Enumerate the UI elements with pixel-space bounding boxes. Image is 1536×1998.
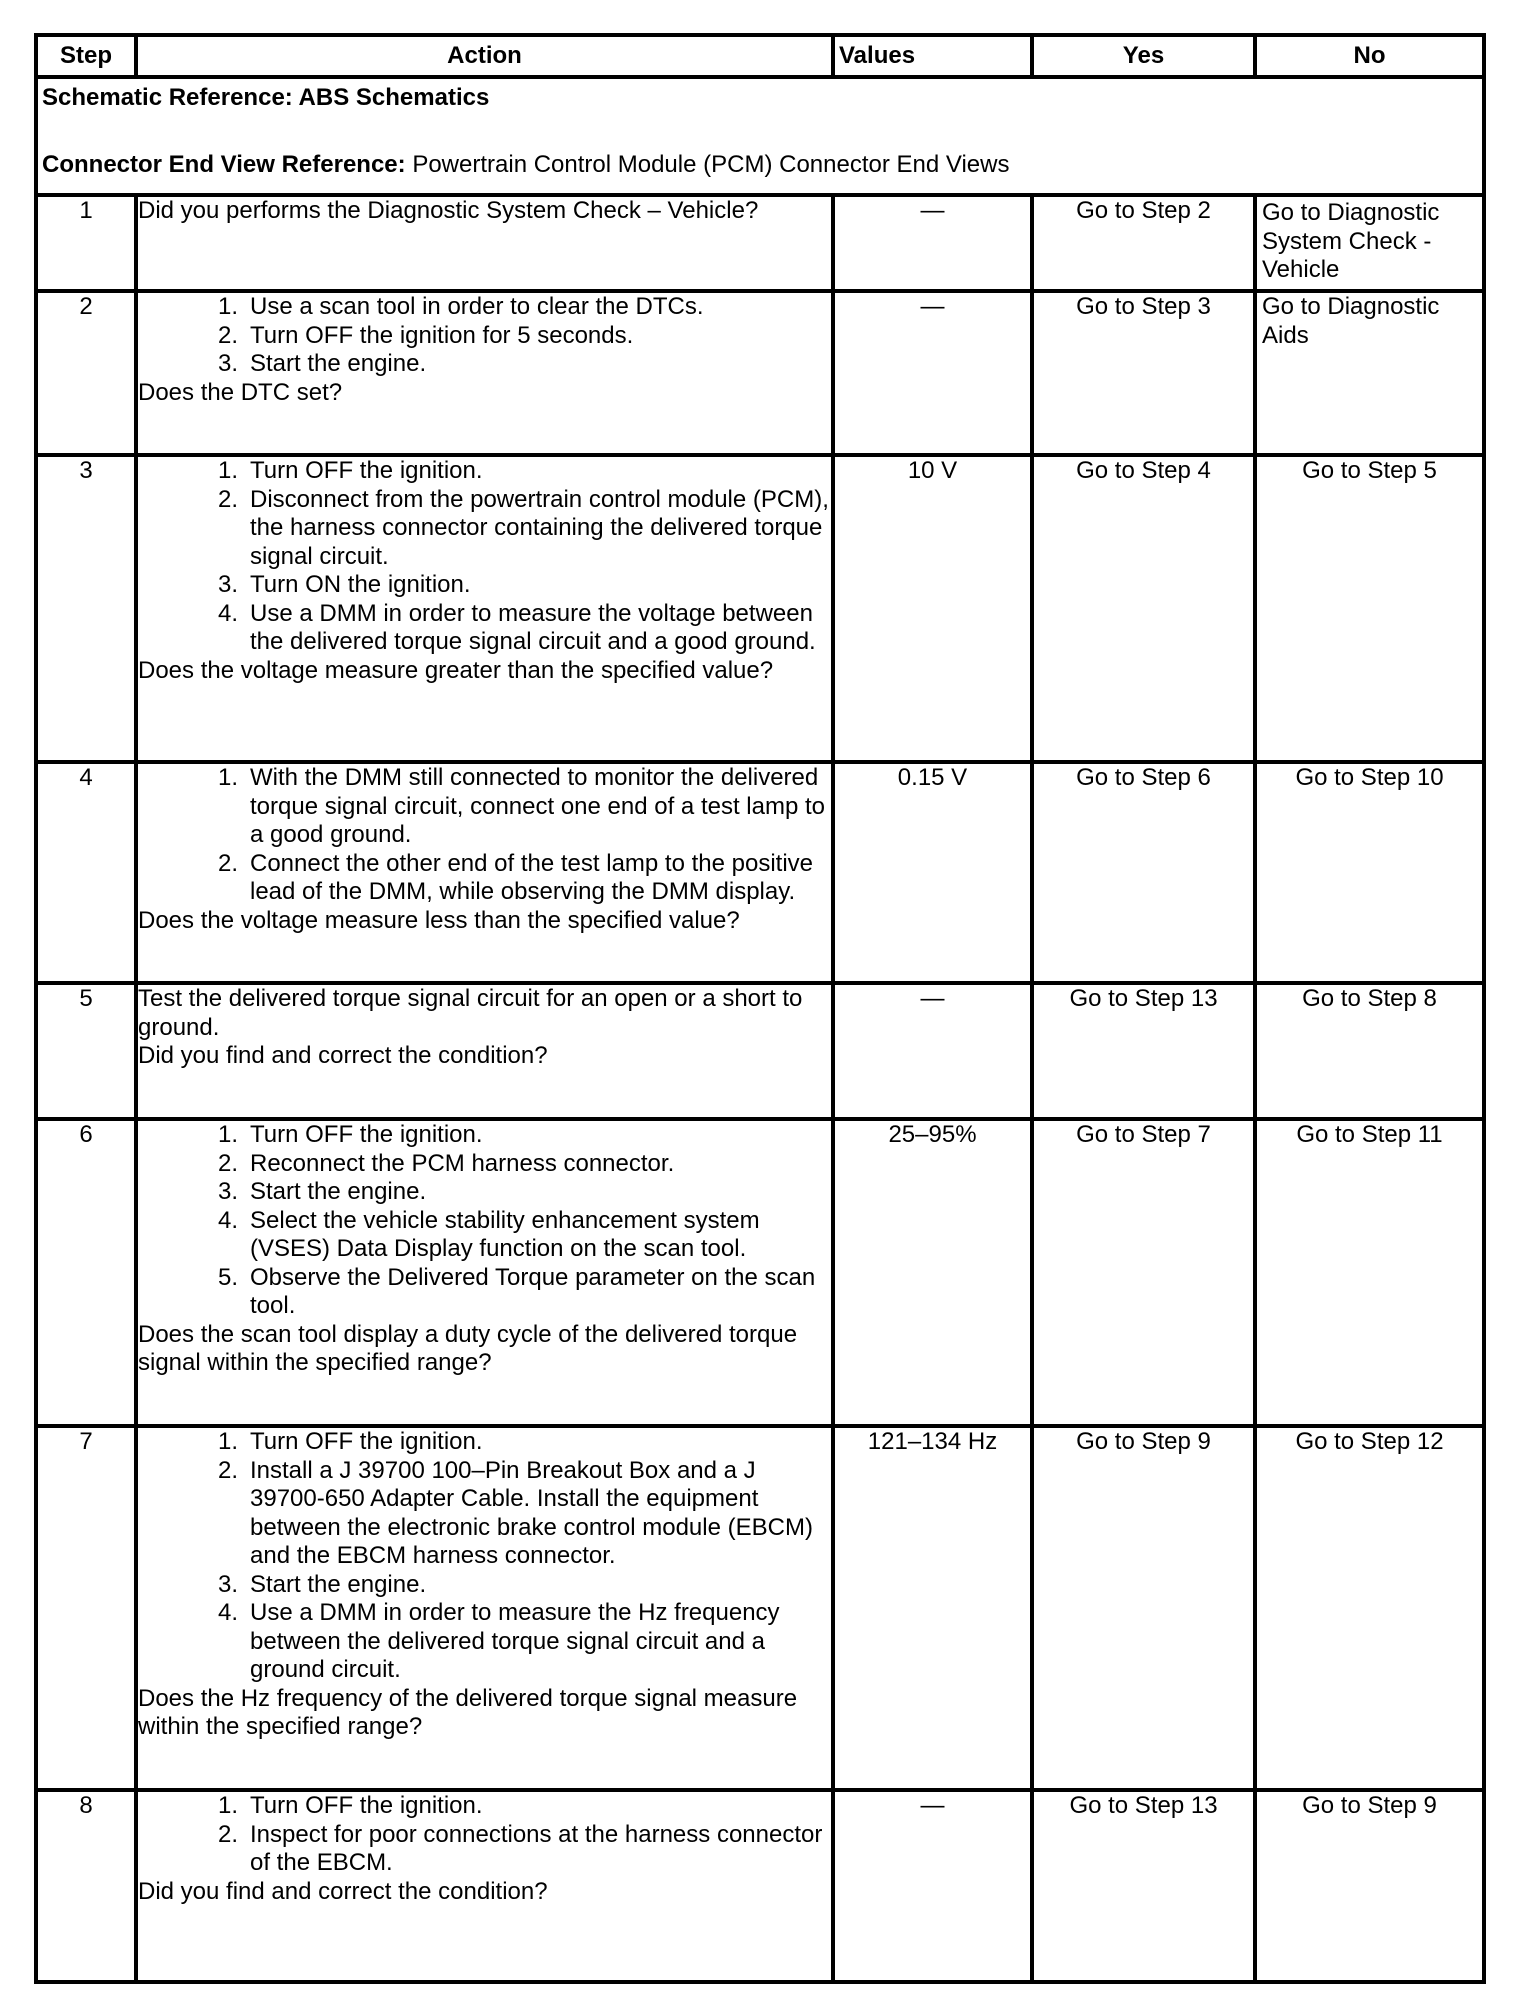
header-no: No bbox=[1255, 35, 1484, 77]
list-item: 2. Connect the other end of the test lamp to the positive lead of the DMM, while observing the DMM display. bbox=[217, 849, 814, 905]
yes-cell: Go to Step 9 bbox=[1032, 1426, 1255, 1790]
value-cell: 121–134 Hz bbox=[833, 1426, 1032, 1790]
list-item: 3. Start the engine. bbox=[217, 350, 427, 377]
list-item: 1. Turn OFF the ignition. bbox=[217, 1792, 483, 1819]
list-item: 2. Inspect for poor connections at the harness connector of the EBCM. bbox=[217, 1820, 823, 1876]
step-number: 2 bbox=[36, 291, 136, 455]
yes-cell: Go to Step 3 bbox=[1032, 291, 1255, 455]
step-number: 1 bbox=[36, 195, 136, 291]
value-cell: 25–95% bbox=[833, 1119, 1032, 1426]
yes-cell: Go to Step 7 bbox=[1032, 1119, 1255, 1426]
action-question: Does the voltage measure greater than the specified value? bbox=[138, 656, 774, 684]
value-cell: 10 V bbox=[833, 455, 1032, 762]
no-cell: Go to Step 8 bbox=[1255, 983, 1484, 1119]
no-cell: Go to Step 11 bbox=[1255, 1119, 1484, 1426]
no-cell: Go to Step 10 bbox=[1255, 762, 1484, 983]
no-cell: Go to Diagnostic Aids bbox=[1255, 291, 1484, 455]
reference-cell bbox=[36, 77, 1484, 195]
yes-cell: Go to Step 4 bbox=[1032, 455, 1255, 762]
table-row bbox=[36, 762, 1484, 983]
list-item: 3. Start the engine. bbox=[217, 1570, 427, 1598]
table-row bbox=[36, 455, 1484, 762]
list-item: 1. Use a scan tool in order to clear the DTCs. bbox=[217, 293, 704, 320]
action-cell bbox=[136, 291, 833, 455]
list-item: 2. Turn OFF the ignition for 5 seconds. bbox=[217, 321, 634, 349]
action-intro: Test the delivered torque signal circuit for an open or a short to ground. bbox=[138, 985, 803, 1041]
action-steps bbox=[138, 764, 831, 907]
no-cell: Go to Diagnostic System Check - Vehicle bbox=[1255, 195, 1484, 291]
table-row bbox=[36, 291, 1484, 455]
value-cell: — bbox=[833, 983, 1032, 1119]
action-cell bbox=[136, 455, 833, 762]
action-question: Does the scan tool display a duty cycle of the delivered torque signal within the specified range? bbox=[138, 1320, 798, 1376]
list-item: 1. Turn OFF the ignition. bbox=[217, 1121, 483, 1148]
table-row bbox=[36, 1119, 1484, 1426]
value-cell: — bbox=[833, 195, 1032, 291]
no-cell: Go to Step 12 bbox=[1255, 1426, 1484, 1790]
action-cell bbox=[136, 762, 833, 983]
list-item: 3. Turn ON the ignition. bbox=[217, 571, 471, 598]
table-row bbox=[36, 1790, 1484, 1982]
action-steps bbox=[138, 1428, 831, 1685]
action-cell bbox=[136, 1790, 833, 1982]
value-cell: — bbox=[833, 291, 1032, 455]
step-number: 4 bbox=[36, 762, 136, 983]
header-yes: Yes bbox=[1032, 35, 1255, 77]
list-item: 2. Disconnect from the powertrain control module (PCM), the harness connector containing the delivered torque signal circuit. bbox=[217, 485, 829, 570]
action-question: Does the DTC set? bbox=[138, 378, 343, 406]
yes-cell: Go to Step 13 bbox=[1032, 1790, 1255, 1982]
header-step: Step bbox=[36, 35, 136, 77]
action-cell bbox=[136, 1426, 833, 1790]
list-item: 4. Use a DMM in order to measure the voltage between the delivered torque signal circuit and a good ground. bbox=[217, 599, 816, 655]
reference-row bbox=[36, 77, 1484, 195]
list-item: 1. With the DMM still connected to monitor the delivered torque signal circuit, connect one end of a test lamp to a good ground. bbox=[217, 764, 826, 848]
header-row bbox=[36, 35, 1484, 77]
list-item: 5. Observe the Delivered Torque parameter on the scan tool. bbox=[217, 1263, 816, 1319]
list-item: 1. Turn OFF the ignition. bbox=[217, 457, 483, 484]
action-intro: Did you performs the Diagnostic System Check – Vehicle? bbox=[138, 197, 759, 224]
action-cell bbox=[136, 195, 833, 291]
step-number: 7 bbox=[36, 1426, 136, 1790]
action-cell bbox=[136, 1119, 833, 1426]
diagnostic-table bbox=[34, 33, 1486, 1984]
step-number: 8 bbox=[36, 1790, 136, 1982]
value-cell: 0.15 V bbox=[833, 762, 1032, 983]
yes-cell: Go to Step 13 bbox=[1032, 983, 1255, 1119]
yes-cell: Go to Step 2 bbox=[1032, 195, 1255, 291]
connector-reference-label: Connector End View Reference: bbox=[42, 150, 406, 178]
list-item: 3. Start the engine. bbox=[217, 1178, 427, 1205]
list-item: 2. Reconnect the PCM harness connector. bbox=[217, 1149, 675, 1177]
step-number: 5 bbox=[36, 983, 136, 1119]
action-steps bbox=[138, 1121, 831, 1321]
no-cell: Go to Step 5 bbox=[1255, 455, 1484, 762]
table-row bbox=[36, 195, 1484, 291]
table-row bbox=[36, 983, 1484, 1119]
list-item: 1. Turn OFF the ignition. bbox=[217, 1428, 483, 1455]
action-steps bbox=[138, 1792, 831, 1878]
list-item: 2. Install a J 39700 100–Pin Breakout Box and a J 39700-650 Adapter Cable. Install the equipment between the electronic brake control module (EBCM) and the EBCM harness connector. bbox=[217, 1456, 813, 1569]
value-cell: — bbox=[833, 1790, 1032, 1982]
list-item: 4. Select the vehicle stability enhancement system (VSES) Data Display function on the scan tool. bbox=[217, 1206, 760, 1262]
header-values: Values bbox=[833, 35, 1032, 77]
action-question: Does the Hz frequency of the delivered torque signal measure within the specified range? bbox=[138, 1684, 798, 1740]
action-question: Did you find and correct the condition? bbox=[138, 1877, 548, 1905]
action-cell bbox=[136, 983, 833, 1119]
no-cell: Go to Step 9 bbox=[1255, 1790, 1484, 1982]
header-action: Action bbox=[136, 35, 833, 77]
table-row bbox=[36, 1426, 1484, 1790]
action-question: Does the voltage measure less than the specified value? bbox=[138, 906, 740, 934]
yes-cell: Go to Step 6 bbox=[1032, 762, 1255, 983]
connector-reference-value: Powertrain Control Module (PCM) Connector End Views bbox=[412, 150, 1010, 178]
list-item: 4. Use a DMM in order to measure the Hz frequency between the delivered torque signal circuit and a ground circuit. bbox=[217, 1599, 780, 1683]
action-question: Did you find and correct the condition? bbox=[138, 1042, 548, 1069]
action-steps bbox=[138, 293, 831, 379]
step-number: 3 bbox=[36, 455, 136, 762]
action-steps bbox=[138, 457, 831, 657]
step-number: 6 bbox=[36, 1119, 136, 1426]
schematic-reference: Schematic Reference: ABS Schematics bbox=[42, 84, 490, 111]
